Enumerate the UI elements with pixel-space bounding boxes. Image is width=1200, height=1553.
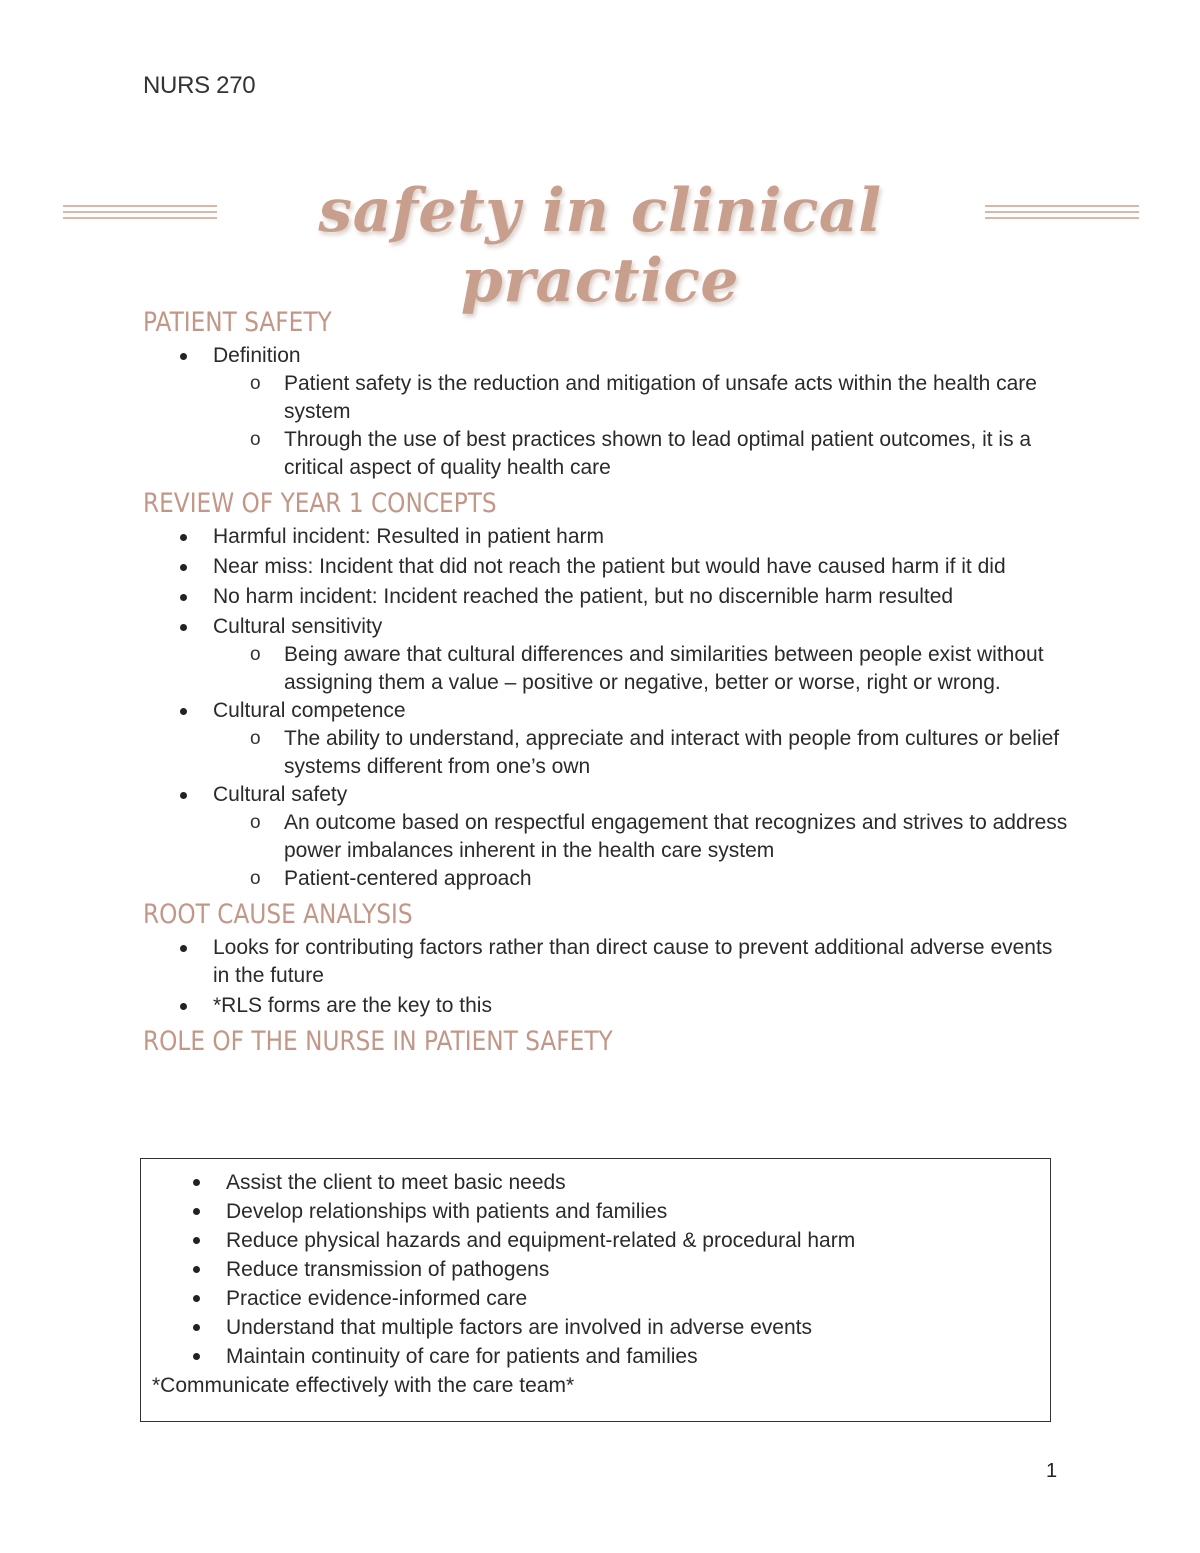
- list-item: Looks for contributing factors rather than direct cause to prevent additional adverse events in the future: [143, 934, 1073, 990]
- list-item: No harm incident: Incident reached the patient, but no discernible harm resulted: [143, 583, 1073, 611]
- list-item: Develop relationships with patients and families: [141, 1197, 1050, 1226]
- list-item: Maintain continuity of care for patients and families: [141, 1342, 1050, 1371]
- box-note: *Communicate effectively with the care team*: [152, 1374, 575, 1397]
- list-item: *RLS forms are the key to this: [143, 992, 1073, 1020]
- list-item: Cultural safety: [143, 781, 1073, 809]
- list-item: Near miss: Incident that did not reach the patient but would have caused harm if it did: [143, 553, 1073, 581]
- sub-list-item: o An outcome based on respectful engagement that recognizes and strives to address power imbalances inherent in the health care system: [143, 809, 1073, 865]
- title-divider-left: [63, 205, 217, 225]
- list-item: Understand that multiple factors are involved in adverse events: [141, 1313, 1050, 1342]
- document-title: safety in clinical practice: [318, 176, 882, 316]
- list-item: Assist the client to meet basic needs: [141, 1168, 1050, 1197]
- section-heading: ROOT CAUSE ANALYSIS: [143, 899, 413, 930]
- list-item: Definition: [143, 342, 1073, 370]
- bullet-list: [143, 342, 1073, 482]
- bullet-list: [143, 523, 1073, 893]
- document-body: [143, 303, 1073, 1061]
- sub-list-item: o Patient safety is the reduction and mitigation of unsafe acts within the health care system: [143, 370, 1073, 426]
- section-nurse-role: [143, 1022, 1073, 1061]
- sub-list-item: o Through the use of best practices shown to lead optimal patient outcomes, it is a critical aspect of quality health care: [143, 426, 1073, 482]
- section-heading: REVIEW OF YEAR 1 CONCEPTS: [143, 488, 497, 519]
- section-review-year-1: [143, 484, 1073, 893]
- section-root-cause-analysis: [143, 895, 1073, 1020]
- section-heading: ROLE OF THE NURSE IN PATIENT SAFETY: [143, 1026, 613, 1057]
- list-item: Cultural competence: [143, 697, 1073, 725]
- bullet-list: [143, 934, 1073, 1020]
- section-heading: PATIENT SAFETY: [143, 307, 332, 338]
- sub-list-item: o Patient-centered approach: [143, 865, 1073, 893]
- list-item: Practice evidence-informed care: [141, 1284, 1050, 1313]
- sub-list-item: o Being aware that cultural differences and similarities between people exist without assigning them a value – positive or negative, better or worse, right or wrong.: [143, 641, 1073, 697]
- list-item: Reduce physical hazards and equipment-related & procedural harm: [141, 1226, 1050, 1255]
- list-item: Reduce transmission of pathogens: [141, 1255, 1050, 1284]
- list-item: Harmful incident: Resulted in patient harm: [143, 523, 1073, 551]
- bullet-list: [141, 1168, 1050, 1371]
- nurse-role-box: [140, 1158, 1051, 1422]
- page-number: 1: [1046, 1460, 1058, 1482]
- title-banner: [0, 170, 1200, 316]
- sub-list-item: o The ability to understand, appreciate and interact with people from cultures or belief systems different from one’s own: [143, 725, 1073, 781]
- title-divider-right: [985, 205, 1139, 225]
- course-code: NURS 270: [143, 72, 256, 99]
- section-patient-safety: [143, 303, 1073, 482]
- list-item: Cultural sensitivity: [143, 613, 1073, 641]
